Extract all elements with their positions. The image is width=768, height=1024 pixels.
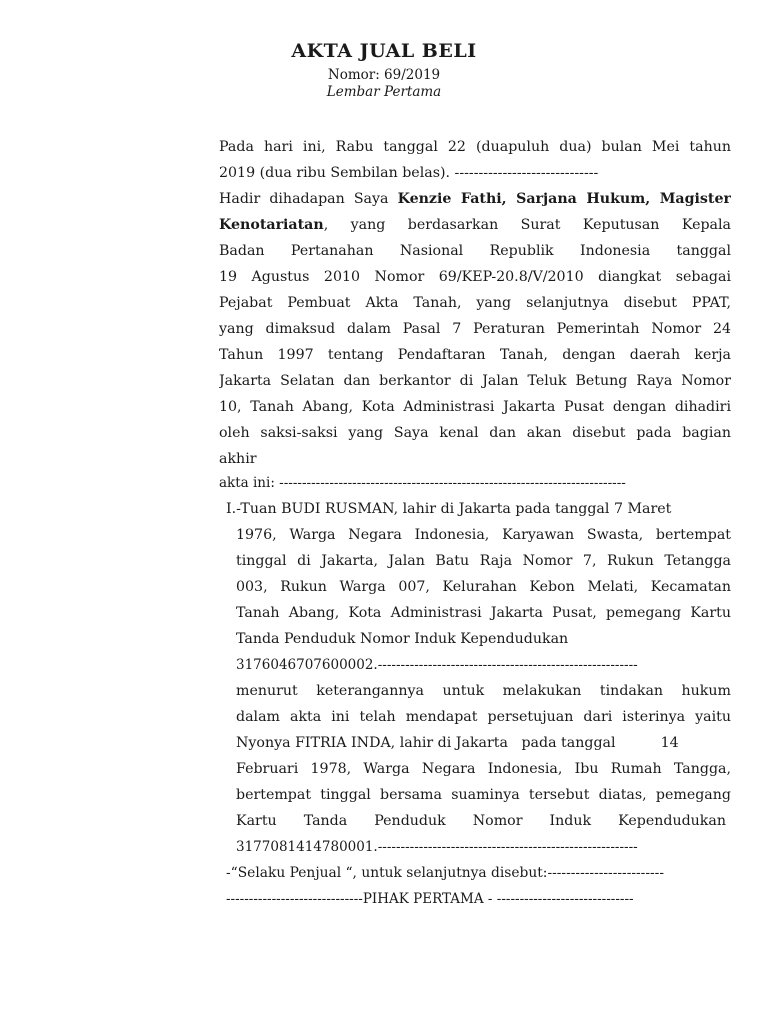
- paragraph-line: oleh saksi-saksi yang Saya kenal dan akan disebut pada bagian: [219, 425, 731, 441]
- party-heading: ------------------------------PIHAK PERTAMA - ------------------------------: [226, 891, 634, 907]
- document-number: Nomor: 69/2019: [327, 67, 441, 83]
- paragraph-line: akhir: [219, 451, 257, 467]
- paragraph-line: Pejabat Pembuat Akta Tanah, yang selanjutnya disebut PPAT,: [219, 295, 731, 311]
- paragraph-line: yang dimaksud dalam Pasal 7 Peraturan Pemerintah Nomor 24: [219, 321, 731, 337]
- party-line: bertempat tinggal bersama suaminya tersebut diatas, pemegang: [236, 787, 731, 803]
- paragraph-line: Pada hari ini, Rabu tanggal 22 (duapuluh dua) bulan Mei tahun: [219, 139, 731, 155]
- paragraph-line: Badan Pertanahan Nasional Republik Indonesia tanggal: [219, 243, 731, 259]
- seller-designation: -“Selaku Penjual “, untuk selanjutnya disebut:-------------------------: [226, 865, 664, 881]
- party-line: Nyonya FITRIA INDA, lahir di Jakarta pada tanggal 14: [236, 735, 679, 751]
- paragraph-line: Tahun 1997 tentang Pendaftaran Tanah, dengan daerah kerja: [219, 347, 731, 363]
- notary-name: Kenzie Fathi: [397, 191, 502, 207]
- notary-degree-1: Sarjana Hukum: [516, 191, 646, 207]
- party-line: Kartu Tanda Penduduk Nomor Induk Kependudukan: [236, 813, 726, 829]
- party-line: 3176046707600002.---------------------------------------------------------: [236, 657, 638, 673]
- paragraph-line: 19 Agustus 2010 Nomor 69/KEP-20.8/V/2010 diangkat sebagai: [219, 269, 731, 285]
- paragraph-line: 2019 (dua ribu Sembilan belas). ------------------------------: [219, 165, 599, 181]
- party-line: dalam akta ini telah mendapat persetujuan dari isterinya yaitu: [236, 709, 731, 725]
- notary-degree-2: Magister: [659, 191, 731, 207]
- party-line: menurut keterangannya untuk melakukan tindakan hukum: [236, 683, 731, 699]
- party-line: Tanda Penduduk Nomor Induk Kependudukan: [236, 631, 569, 647]
- paragraph-line: Jakarta Selatan dan berkantor di Jalan Teluk Betung Raya Nomor: [219, 373, 731, 389]
- party-line: 1976, Warga Negara Indonesia, Karyawan Swasta, bertempat: [236, 527, 731, 543]
- party-line: 3177081414780001.---------------------------------------------------------: [236, 839, 638, 855]
- party-line: I.-Tuan BUDI RUSMAN, lahir di Jakarta pada tanggal 7 Maret: [226, 501, 672, 517]
- party-line: 003, Rukun Warga 007, Kelurahan Kebon Melati, Kecamatan: [236, 579, 731, 595]
- paragraph-line: Kenotariatan, yang berdasarkan Surat Keputusan Kepala: [219, 217, 731, 233]
- paragraph-line: 10, Tanah Abang, Kota Administrasi Jakarta Pusat dengan dihadiri: [219, 399, 731, 415]
- paragraph-line: akta ini: ----------------------------------------------------------------------------: [219, 475, 626, 491]
- party-line: tinggal di Jakarta, Jalan Batu Raja Nomor 7, Rukun Tetangga: [236, 553, 731, 569]
- sheet-label: Lembar Pertama: [326, 84, 442, 100]
- document-title: AKTA JUAL BELI: [291, 40, 477, 62]
- paragraph-line-notary: Hadir dihadapan Saya Kenzie Fathi, Sarjana Hukum, Magister: [219, 191, 731, 207]
- party-line: Tanah Abang, Kota Administrasi Jakarta Pusat, pemegang Kartu: [236, 605, 731, 621]
- party-line: Februari 1978, Warga Negara Indonesia, Ibu Rumah Tangga,: [236, 761, 731, 777]
